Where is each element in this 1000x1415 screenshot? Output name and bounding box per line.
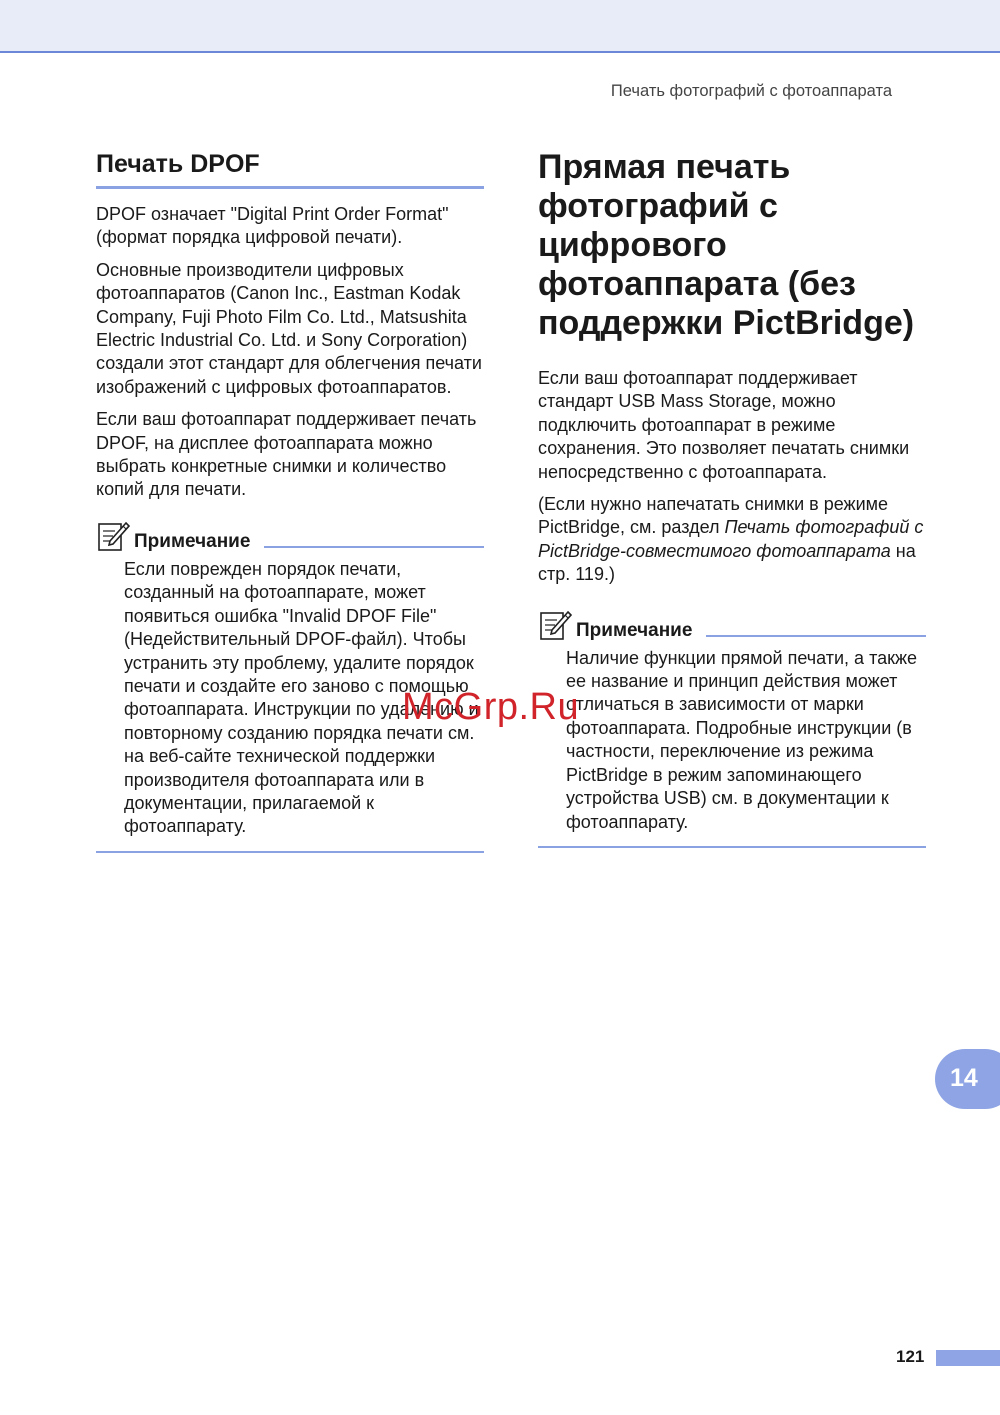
section-reference-link[interactable]: Печать фотографий с PictBridge-совместимого фотоаппарата <box>538 517 924 561</box>
note-header <box>538 607 926 643</box>
paragraph: DPOF означает "Digital Print Order Format" (формат порядка цифровой печати). <box>96 204 449 248</box>
note-bottom-rule <box>538 846 926 848</box>
ref-text-before: (Если нужно напечатать снимки в режиме PictBridge, см. раздел <box>538 494 889 538</box>
paragraph: Если ваш фотоаппарат поддерживает стандарт USB Mass Storage, можно подключить фотоаппарат в режиме сохранения. Это позволяет печатать снимки непосредственно с фотоаппарата. <box>538 368 910 482</box>
ref-text-after: на стр. 119.) <box>538 540 916 585</box>
note-pencil-icon <box>96 520 130 554</box>
paragraph: Основные производители цифровых фотоаппаратов (Canon Inc., Eastman Kodak Company, Fuji Photo Film Co. Ltd., Matsushita Electric Industrial Co. Ltd. и Sony Corporation) создали этот стандарт для облегчения печати изображений с цифровых фотоаппаратов. <box>96 259 482 397</box>
note-text: Если поврежден порядок печати, созданный на фотоаппарате, может появиться ошибка "Invalid DPOF File" (Недействительный DPOF-файл). Чтобы устранить эту проблему, удалите порядок печати и создайте его заново с помощью фотоаппарата. Инструкции по удалению и повторному созданию порядка печати см. на веб-сайте технической поддержки производителя фотоаппарата или в документации, прилагаемой к фотоаппарату. <box>124 558 479 837</box>
section-title-dpof: Печать DPOF <box>96 148 484 189</box>
main-title-direct-print: Прямая печать фотографий с цифрового фотоаппарата (без поддержки PictBridge) <box>538 148 915 342</box>
page-number: 121 <box>896 1347 925 1366</box>
chapter-number: 14 <box>950 1064 978 1092</box>
note-rule <box>264 546 484 548</box>
left-column <box>96 148 484 853</box>
note-pencil-icon <box>538 609 572 643</box>
watermark: McGrp.Ru <box>402 686 580 728</box>
note-text: Наличие функции прямой печати, а также ее название и принцип действия может отличаться в зависимости от марки фотоаппарата. Подробные инструкции (в частности, переключение из режима PictBridge в режим запоминающего устройства USB) см. в документации к фотоаппарату. <box>566 647 918 832</box>
top-header-band <box>0 0 1000 53</box>
page-number-bar <box>936 1350 1000 1366</box>
paragraph: Если ваш фотоаппарат поддерживает печать DPOF, на дисплее фотоаппарата можно выбрать конкретные снимки и количество копий для печати. <box>96 409 477 500</box>
paragraph-pictbridge-ref <box>538 493 926 587</box>
right-column <box>538 148 926 848</box>
note-rule <box>706 635 926 637</box>
note-header <box>96 518 484 554</box>
note-bottom-rule <box>96 851 484 853</box>
note-label: Примечание <box>576 619 693 641</box>
note-label: Примечание <box>134 530 251 552</box>
running-header: Печать фотографий с фотоаппарата <box>610 82 892 100</box>
note-box <box>538 607 926 848</box>
